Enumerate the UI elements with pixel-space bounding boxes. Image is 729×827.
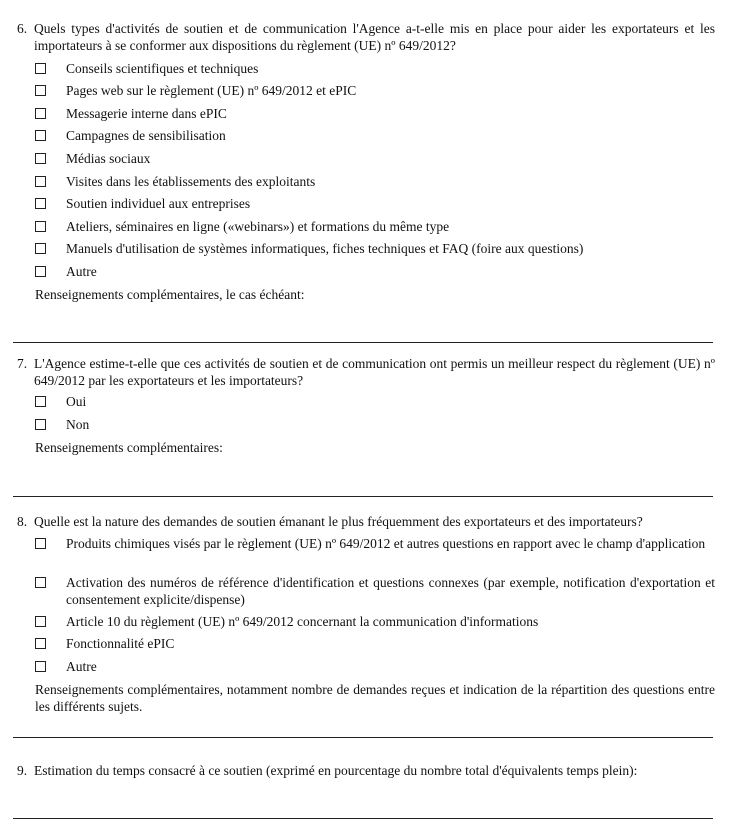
question-text: Quels types d'activités de soutien et de communication l'Agence a-t-elle mis en place pour aider les exportateurs et les importateurs à se conformer aux dispositions du règlement (UE) nº 649/2012? <box>34 21 715 53</box>
option-oui[interactable] <box>35 393 715 410</box>
option-label: Ateliers, séminaires en ligne («webinars») et formations du même type <box>66 219 450 234</box>
checkbox[interactable] <box>35 153 46 164</box>
checkbox[interactable] <box>35 130 46 141</box>
option-label: Autre <box>66 659 97 674</box>
question-number: 8. <box>17 514 28 529</box>
checkbox[interactable] <box>35 108 46 119</box>
checkbox[interactable] <box>35 396 46 407</box>
option-pages-web[interactable] <box>35 82 715 99</box>
option-label: Manuels d'utilisation de systèmes informatiques, fiches techniques et FAQ (foire aux questions) <box>66 241 584 256</box>
question-number: 6. <box>17 21 28 36</box>
option-produits-chimiques[interactable] <box>35 535 715 552</box>
option-label: Activation des numéros de référence d'identification et questions connexes (par exemple, notification d'exportation et consentement explicite/dispense) <box>66 575 715 607</box>
question-text: Estimation du temps consacré à ce soutien (exprimé en pourcentage du nombre total d'équivalents temps plein): <box>34 763 638 778</box>
option-label: Fonctionnalité ePIC <box>66 636 175 651</box>
checkbox[interactable] <box>35 616 46 627</box>
option-medias[interactable] <box>35 150 715 167</box>
option-non[interactable] <box>35 416 715 433</box>
checkbox[interactable] <box>35 638 46 649</box>
divider <box>13 818 713 819</box>
checkbox[interactable] <box>35 266 46 277</box>
option-soutien[interactable] <box>35 195 715 212</box>
checkbox[interactable] <box>35 661 46 672</box>
option-label: Campagnes de sensibilisation <box>66 128 226 143</box>
question-8-header <box>17 513 715 530</box>
option-label: Messagerie interne dans ePIC <box>66 106 227 121</box>
option-label: Visites dans les établissements des exploitants <box>66 174 316 189</box>
option-epic[interactable] <box>35 635 715 652</box>
divider <box>13 737 713 738</box>
option-label: Oui <box>66 394 87 409</box>
checkbox[interactable] <box>35 176 46 187</box>
option-messagerie[interactable] <box>35 105 715 122</box>
question-number: 9. <box>17 763 28 778</box>
additional-info-label: Renseignements complémentaires, le cas échéant: <box>35 287 305 302</box>
option-label: Soutien individuel aux entreprises <box>66 196 251 211</box>
checkbox[interactable] <box>35 221 46 232</box>
option-conseils[interactable] <box>35 60 715 77</box>
additional-info-label: Renseignements complémentaires, notamment nombre de demandes reçues et indication de la répartition des questions entre les différents sujets. <box>35 682 715 714</box>
checkbox[interactable] <box>35 577 46 588</box>
option-label: Pages web sur le règlement (UE) nº 649/2012 et ePIC <box>66 83 357 98</box>
divider <box>13 496 713 497</box>
option-autre[interactable] <box>35 658 715 675</box>
question-number: 7. <box>17 356 28 371</box>
option-label: Non <box>66 417 90 432</box>
checkbox[interactable] <box>35 538 46 549</box>
option-ateliers[interactable] <box>35 218 715 235</box>
question-7-header <box>17 355 715 389</box>
option-label: Autre <box>66 264 97 279</box>
additional-info-label: Renseignements complémentaires: <box>35 440 223 455</box>
option-label: Article 10 du règlement (UE) nº 649/2012 concernant la communication d'informations <box>66 614 539 629</box>
option-activation[interactable] <box>35 574 715 608</box>
option-autre[interactable] <box>35 263 715 280</box>
checkbox[interactable] <box>35 243 46 254</box>
option-label: Médias sociaux <box>66 151 151 166</box>
question-9-header <box>17 762 715 779</box>
question-6-header <box>17 20 715 54</box>
option-campagnes[interactable] <box>35 127 715 144</box>
question-text: Quelle est la nature des demandes de soutien émanant le plus fréquemment des exportateurs et des importateurs? <box>34 514 643 529</box>
checkbox[interactable] <box>35 198 46 209</box>
checkbox[interactable] <box>35 85 46 96</box>
checkbox[interactable] <box>35 419 46 430</box>
option-label: Conseils scientifiques et techniques <box>66 61 259 76</box>
option-article-10[interactable] <box>35 613 715 630</box>
question-text: L'Agence estime-t-elle que ces activités de soutien et de communication ont permis un meilleur respect du règlement (UE) nº 649/2012 par les exportateurs et les importateurs? <box>34 356 715 388</box>
option-manuels[interactable] <box>35 240 715 257</box>
checkbox[interactable] <box>35 63 46 74</box>
option-visites[interactable] <box>35 173 715 190</box>
option-label: Produits chimiques visés par le règlement (UE) nº 649/2012 et autres questions en rapport avec le champ d'application <box>66 536 706 551</box>
divider <box>13 342 713 343</box>
